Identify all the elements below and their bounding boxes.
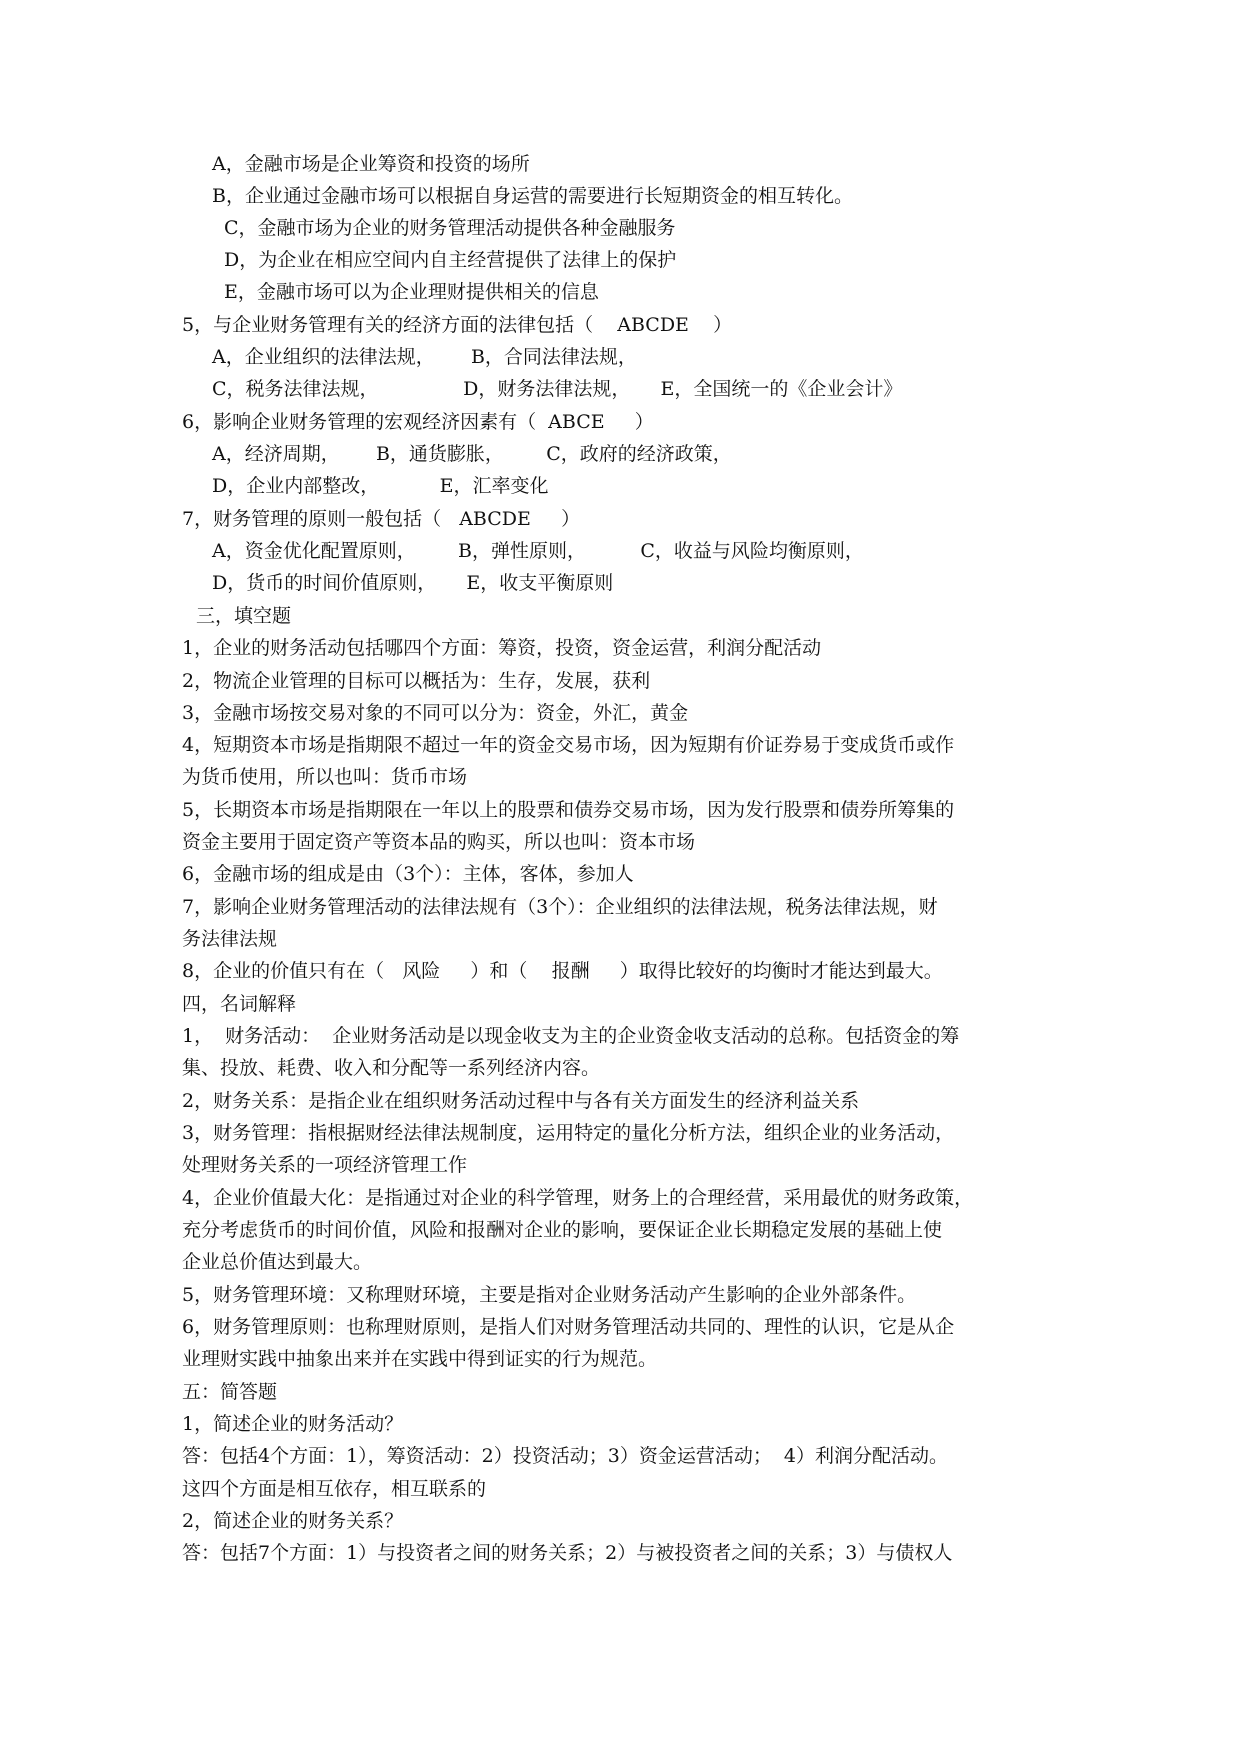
option-line: E，金融市场可以为企业理财提供相关的信息 — [224, 281, 599, 303]
definition-line: 企业总价值达到最大。 — [182, 1251, 373, 1273]
definition-line: 集、投放、耗费、收入和分配等一系列经济内容。 — [182, 1057, 601, 1079]
definition-line: 2，财务关系：是指企业在组织财务活动过程中与各有关方面发生的经济利益关系 — [182, 1090, 860, 1112]
answer-line: 2，物流企业管理的目标可以概括为：生存，发展，获利 — [182, 670, 651, 692]
answer-line: 为货币使用，所以也叫：货币市场 — [182, 766, 468, 788]
question-line: 2，简述企业的财务关系？ — [182, 1510, 404, 1532]
option-line: A，金融市场是企业筹资和投资的场所 — [212, 153, 530, 175]
answer-line: 7，影响企业财务管理活动的法律法规有（3个）：企业组织的法律法规，税务法律法规，财 — [182, 896, 938, 918]
definition-line: 5，财务管理环境：又称理财环境，主要是指对企业财务活动产生影响的企业外部条件。 — [182, 1284, 917, 1306]
answer-line: 答：包括7个方面：1）与投资者之间的财务关系；2）与被投资者之间的关系；3）与债权人 — [182, 1542, 953, 1564]
option-line: A，经济周期， B，通货膨胀， C，政府的经济政策， — [212, 443, 732, 465]
question-line: 1，简述企业的财务活动？ — [182, 1413, 404, 1435]
option-line: A，资金优化配置原则， B，弹性原则， C，收益与风险均衡原则， — [212, 540, 864, 562]
section-heading: 四，名词解释 — [182, 993, 297, 1015]
definition-line: 3，财务管理：指根据财经法律法规制度，运用特定的量化分析方法，组织企业的业务活动， — [182, 1122, 955, 1144]
answer-line: 5，长期资本市场是指期限在一年以上的股票和债券交易市场，因为发行股票和债券所筹集的 — [182, 799, 955, 821]
option-line: B，企业通过金融市场可以根据自身运营的需要进行长短期资金的相互转化。 — [212, 185, 853, 207]
definition-line: 6，财务管理原则：也称理财原则，是指人们对财务管理活动共同的、理性的认识，它是从企 — [182, 1316, 955, 1338]
option-line: C，税务法律法规， D，财务法律法规， E，全国统一的《企业会计》 — [212, 378, 903, 400]
answer-line: 1，企业的财务活动包括哪四个方面：筹资，投资，资金运营，利润分配活动 — [182, 637, 822, 659]
option-line: D，货币的时间价值原则， E，收支平衡原则 — [212, 572, 614, 594]
answer-line: 6，金融市场的组成是由（3个）：主体，客体，参加人 — [182, 863, 634, 885]
option-line: D，为企业在相应空间内自主经营提供了法律上的保护 — [224, 249, 677, 271]
option-line: A，企业组织的法律法规， B，合同法律法规， — [212, 346, 637, 368]
definition-line: 业理财实践中抽象出来并在实践中得到证实的行为规范。 — [182, 1348, 658, 1370]
section-heading: 三，填空题 — [196, 605, 292, 627]
answer-line: 4，短期资本市场是指期限不超过一年的资金交易市场，因为短期有价证券易于变成货币或作 — [182, 734, 955, 756]
answer-line: 答：包括4个方面：1），筹资活动：2）投资活动；3）资金运营活动； 4）利润分配活动。 — [182, 1445, 949, 1467]
answer-line: 资金主要用于固定资产等资本品的购买，所以也叫：资本市场 — [182, 831, 696, 853]
answer-line: 8，企业的价值只有在（ 风险 ）和（ 报酬 ）取得比较好的均衡时才能达到最大。 — [182, 960, 943, 982]
definition-line: 充分考虑货币的时间价值，风险和报酬对企业的影响，要保证企业长期稳定发展的基础上使 — [182, 1219, 943, 1241]
definition-line: 处理财务关系的一项经济管理工作 — [182, 1154, 468, 1176]
question-line: 6，影响企业财务管理的宏观经济因素有（ ABCE ） — [182, 411, 654, 433]
option-line: D，企业内部整改， E，汇率变化 — [212, 475, 549, 497]
question-line: 7，财务管理的原则一般包括（ ABCDE ） — [182, 508, 581, 530]
answer-line: 务法律法规 — [182, 928, 278, 950]
answer-line: 3，金融市场按交易对象的不同可以分为：资金，外汇，黄金 — [182, 702, 689, 724]
definition-line: 4，企业价值最大化：是指通过对企业的科学管理，财务上的合理经营，采用最优的财务政策， — [182, 1187, 974, 1209]
answer-line: 这四个方面是相互依存，相互联系的 — [182, 1478, 487, 1500]
section-heading: 五：简答题 — [182, 1381, 278, 1403]
question-line: 5，与企业财务管理有关的经济方面的法律包括（ ABCDE ） — [182, 314, 733, 336]
option-line: C，金融市场为企业的财务管理活动提供各种金融服务 — [224, 217, 676, 239]
definition-line: 1， 财务活动： 企业财务活动是以现金收支为主的企业资金收支活动的总称。包括资金的筹 — [182, 1025, 960, 1047]
